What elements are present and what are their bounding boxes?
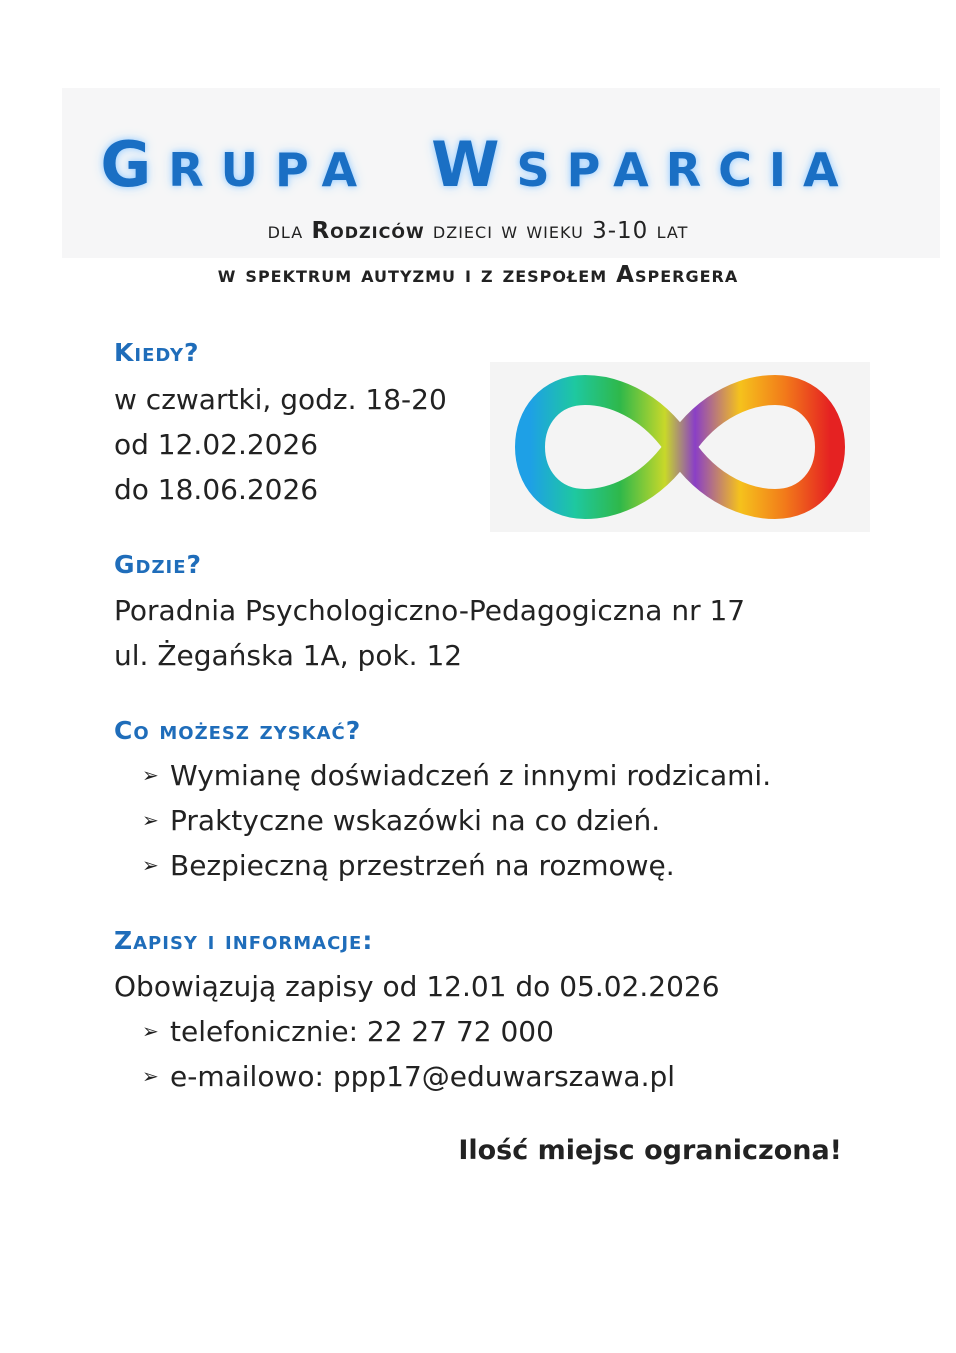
subtitle-parents: Rodziców [311, 218, 425, 244]
title-word1-rest: RUPA [168, 143, 408, 197]
arrowhead-icon: ➢ [142, 853, 159, 877]
heading-where: Gdzie? [114, 550, 203, 579]
heading-signup: Zapisy i informacje: [114, 926, 374, 955]
contact-email-text: e-mailowo: ppp17@eduwarszawa.pl [170, 1060, 676, 1093]
subtitle-spectrum: w spektrum autyzmu i z zespołem Aspergera [217, 262, 739, 288]
list-item-text: Wymianę doświadczeń z innymi rodzicami. [170, 759, 772, 792]
when-line: do 18.06.2026 [114, 473, 319, 506]
arrowhead-icon: ➢ [142, 763, 159, 787]
list-item-text: Bezpieczną przestrzeń na rozmowę. [170, 849, 675, 882]
arrowhead-icon: ➢ [142, 808, 159, 832]
where-line: Poradnia Psychologiczno-Pedagogiczna nr 17 [114, 594, 746, 627]
when-line: w czwartki, godz. 18-20 [114, 383, 447, 416]
where-line: ul. Żegańska 1A, pok. 12 [114, 639, 463, 672]
contact-phone-text: telefonicznie: 22 27 72 000 [170, 1015, 554, 1048]
heading-when: Kiedy? [114, 338, 200, 367]
subtitle-part: dla [267, 218, 312, 244]
list-item-text: Praktyczne wskazówki na co dzień. [170, 804, 661, 837]
title-word2-rest: SPARCIA [516, 143, 856, 197]
list-item [142, 849, 675, 882]
subtitle-part: dzieci w wieku 3-10 lat [424, 218, 689, 244]
when-line: od 12.02.2026 [114, 428, 319, 461]
arrowhead-icon: ➢ [142, 1064, 159, 1088]
contact-phone [142, 1015, 554, 1048]
signup-intro: Obowiązują zapisy od 12.01 do 05.02.2026 [114, 970, 720, 1003]
arrowhead-icon: ➢ [142, 1019, 159, 1043]
title-word2-initial: W [431, 128, 517, 201]
rainbow-infinity-icon [490, 362, 870, 532]
list-item [142, 804, 660, 837]
limited-seats-note: Ilość miejsc ograniczona! [458, 1135, 842, 1166]
page-title [0, 128, 956, 201]
list-item [142, 759, 771, 792]
subtitle-audience [0, 218, 956, 244]
title-initial: G [100, 128, 169, 201]
heading-benefits: Co możesz zyskać? [114, 716, 362, 745]
contact-email [142, 1060, 675, 1093]
